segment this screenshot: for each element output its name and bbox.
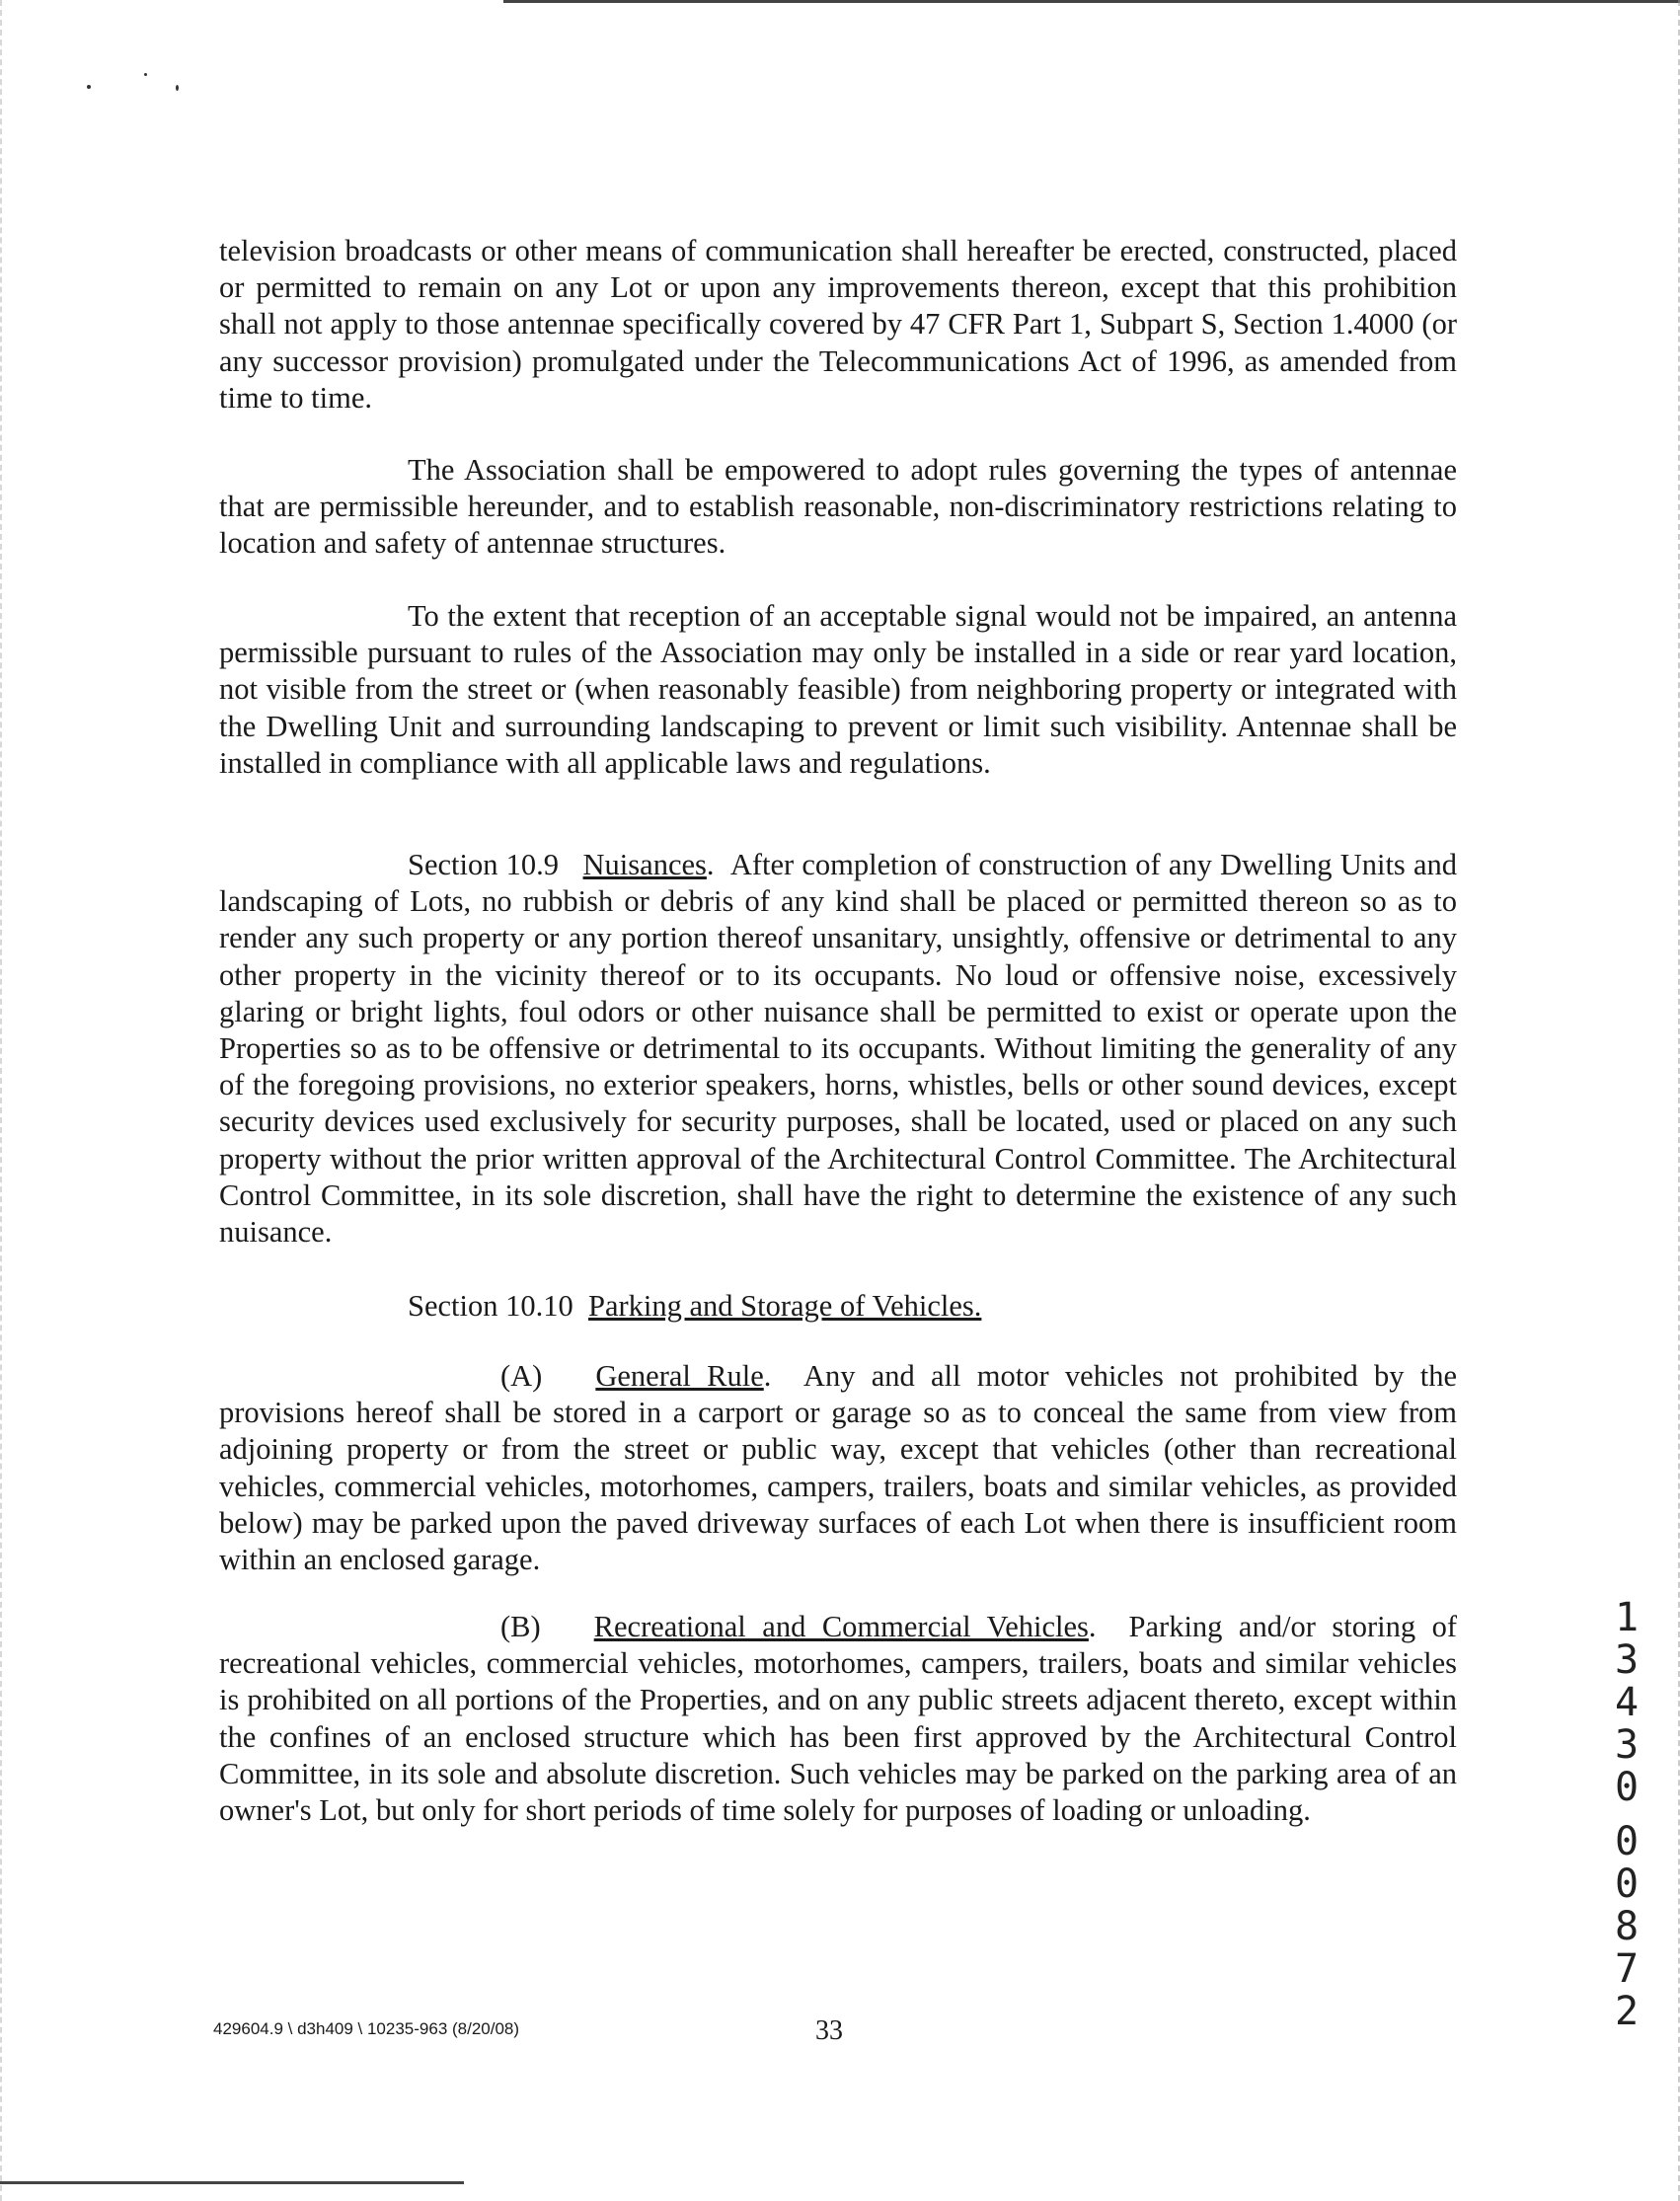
section-10-10-number: Section 10.10 — [408, 1289, 573, 1323]
subsection-a-title: General Rule — [595, 1359, 764, 1393]
section-10-9-body: After completion of construction of any Dwelling Units and landscaping of Lots, no rubbish or debris of any kind shall be placed or permitted thereon so as to render any such property or any portion thereof unsanitary, unsightly, offensive or detrimental to any other property in the vicinity thereof or to its occupants. No loud or offensive noise, excessively glaring or bright lights, foul odors or other nuisance shall be permitted to exist or operate upon the Properties so as to be offensive or detrimental to its occupants. Without limiting the generality of any of the foregoing provisions, no exterior speakers, horns, whistles, bells or other sound devices, except security devices used exclusively for security purposes, shall be located, used or placed on any such property without the prior written approval of the Architectural Control Committee. The Architectural Control Committee, in its sole discretion, shall have the right to determine the existence of any such nuisance. — [219, 848, 1457, 1250]
subsection-a-body: Any and all motor vehicles not prohibited by the provisions hereof shall be stored in a carport or garage so as to conceal the same from view from adjoining property or from the street or public way, except that vehicles (other than recreational vehicles, commercial vehicles, motorhomes, campers, trailers, boats and similar vehicles, as provided below) may be parked upon the paved driveway surfaces of each Lot when there is insufficient room within an enclosed garage. — [219, 1359, 1458, 1577]
paragraph-reception: To the extent that reception of an acceptable signal would not be impaired, an antenna permissible pursuant to rules of the Association may only be installed in a side or rear yard location, not visible from the street or (when reasonably feasible) from neighboring property or integrated with the Dwelling Unit and surrounding landscaping to prevent or limit such visibility. Antennae shall be installed in compliance with all applicable laws and regulations. — [219, 599, 1457, 780]
scan-edge-left — [0, 0, 6, 2201]
subsection-b-body: Parking and/or storing of recreational vehicles, commercial vehicles, motorhomes, campers, trailers, boats and similar vehicles is prohibited on all portions of the Properties, and on any public streets adjacent thereto, except within the confines of an enclosed structure which has been first approved by the Architectural Control Committee, in its sole and absolute discretion. Such vehicles may be parked on the parking area of an owner's Lot, but only for short periods of time solely for purposes of loading or unloading. — [219, 1610, 1458, 1828]
scan-speck — [144, 73, 147, 76]
subsection-a: (A) General Rule. Any and all motor vehicles not prohibited by the provisions hereof shall be stored in a carport or garage so as to conceal the same from view from adjoining property or from the street or public way, except that vehicles (other than recreational vehicles, commercial vehicles, motorhomes, campers, trailers, boats and similar vehicles, as provided below) may be parked upon the paved driveway surfaces of each Lot when there is insufficient room within an enclosed garage. — [219, 1359, 1458, 1577]
page-number: 33 — [815, 2015, 843, 2046]
section-10-9-title: Nuisances — [582, 848, 707, 881]
stamp-digit: 0 — [1614, 1861, 1640, 1907]
stamp-digit: 4 — [1614, 1680, 1640, 1725]
section-10-9-number: Section 10.9 — [408, 848, 560, 881]
stamp-digit: 3 — [1614, 1722, 1640, 1768]
continuation-paragraph: television broadcasts or other means of communication shall hereafter be erected, constructed, placed or permitted to remain on any Lot or upon any improvements thereon, except that this prohibition shall not apply to those antennae specifically covered by 47 CFR Part 1, Subpart S, Section 1.4000 (or any successor provision) promulgated under the Telecommunications Act of 1996, as amended from time to time. — [219, 234, 1457, 415]
section-10-9: Section 10.9 Nuisances. After completion of construction of any Dwelling Units and landscaping of Lots, no rubbish or debris of any kind shall be placed or permitted thereon so as to render any such property or any portion thereof unsanitary, unsightly, offensive or detrimental to any other property in the vicinity thereof or to its occupants. No loud or offensive noise, excessively glaring or bright lights, foul odors or other nuisance shall be permitted to exist or operate upon the Properties so as to be offensive or detrimental to its occupants. Without limiting the generality of any of the foregoing provisions, no exterior speakers, horns, whistles, bells or other sound devices, except security devices used exclusively for security purposes, shall be located, used or placed on any such property without the prior written approval of the Architectural Control Committee. The Architectural Control Committee, in its sole discretion, shall have the right to determine the existence of any such nuisance. — [219, 848, 1457, 1250]
scan-speck — [176, 85, 179, 91]
footer-document-reference: 429604.9 \ d3h409 \ 10235-963 (8/20/08) — [213, 2019, 520, 2038]
scan-edge-top — [503, 0, 1680, 3]
scan-edge-bottom — [0, 2181, 464, 2184]
subsection-a-label: (A) — [500, 1359, 543, 1393]
stamp-digit: 0 — [1614, 1765, 1640, 1810]
stamp-digit: 8 — [1614, 1904, 1640, 1949]
scan-edge-right — [1675, 0, 1680, 2201]
section-10-10-title: Parking and Storage of Vehicles. — [588, 1289, 982, 1323]
subsection-b-label: (B) — [500, 1610, 541, 1643]
stamp-digit: 3 — [1614, 1637, 1640, 1683]
stamp-digit: 2 — [1614, 1989, 1640, 2034]
subsection-b-title: Recreational and Commercial Vehicles — [593, 1610, 1089, 1643]
paragraph-association-rules: The Association shall be empowered to adopt rules governing the types of antennae that are permissible hereunder, and to establish reasonable, non-discriminatory restrictions relating to location and safety of antennae structures. — [219, 453, 1457, 561]
section-10-10-heading — [408, 1288, 981, 1325]
scan-speck — [87, 85, 91, 89]
subsection-b: (B) Recreational and Commercial Vehicles. Parking and/or storing of recreational vehicles, commercial vehicles, motorhomes, campers, trailers, boats and similar vehicles is prohibited on all portions of the Properties, and on any public streets adjacent thereto, except within the confines of an enclosed structure which has been first approved by the Architectural Control Committee, in its sole and absolute discretion. Such vehicles may be parked on the parking area of an owner's Lot, but only for short periods of time solely for purposes of loading or unloading. — [219, 1610, 1458, 1828]
stamp-digit: 1 — [1614, 1595, 1640, 1640]
stamp-digit: 7 — [1614, 1946, 1640, 1992]
side-document-stamp — [1607, 1597, 1646, 2033]
stamp-digit: 0 — [1614, 1819, 1640, 1864]
